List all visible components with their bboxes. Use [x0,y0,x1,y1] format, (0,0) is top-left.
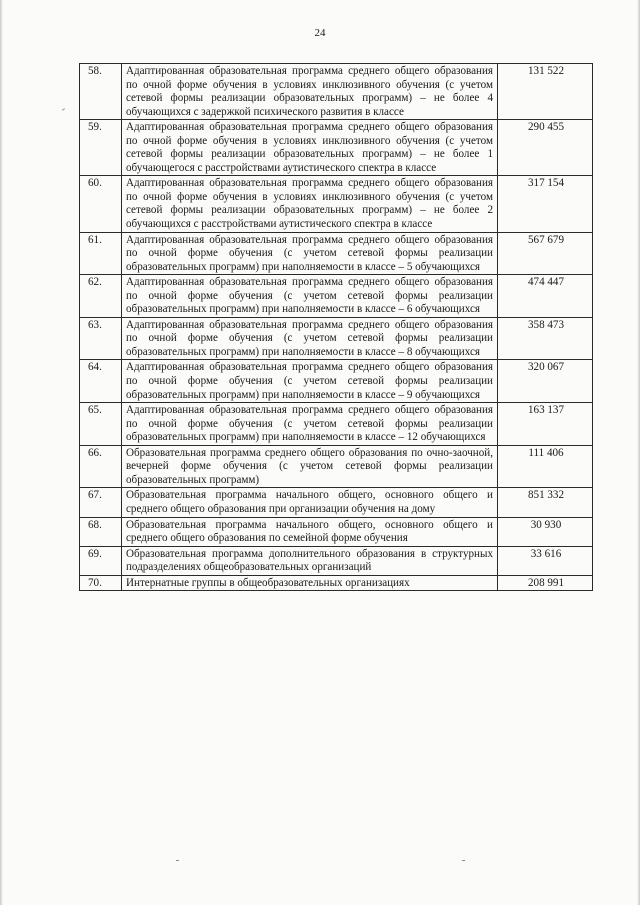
row-amount: 208 991 [498,575,593,591]
table-row [80,232,593,275]
scan-edge-left [0,0,3,905]
page-number: 24 [314,27,326,39]
row-number: 67. [80,488,122,517]
table-row [80,360,593,403]
row-description: Образовательная программа среднего общего образования по очно-заочной, вечерней форме обучения (с учетом сетевой формы реализации образовательных программ) [122,445,498,488]
row-description: Адаптированная образовательная программа среднего общего образования по очной форме обучения в условиях инклюзивного обучения (с учетом сетевой формы реализации образовательных программ) – не более 4 обучающихся с задержкой психического развития в классе [122,64,498,120]
table-row [80,317,593,360]
row-amount: 317 154 [498,176,593,232]
table-row [80,445,593,488]
row-number: 70. [80,575,122,591]
row-amount: 320 067 [498,360,593,403]
row-description: Адаптированная образовательная программа среднего общего образования по очной форме обучения (с учетом сетевой формы реализации образовательных программ) при наполняемости в классе – 6 обучающихся [122,275,498,318]
row-amount: 33 616 [498,546,593,575]
table-row [80,275,593,318]
row-number: 58. [80,64,122,120]
table-row [80,488,593,517]
row-description: Образовательная программа дополнительного образования в структурных подразделениях общеобразовательных организаций [122,546,498,575]
row-number: 61. [80,232,122,275]
row-amount: 474 447 [498,275,593,318]
row-amount: 111 406 [498,445,593,488]
row-description: Интернатные группы в общеобразовательных организациях [122,575,498,591]
row-amount: 163 137 [498,403,593,446]
row-description: Образовательная программа начального общего, основного общего и среднего общего образования при организации обучения на дому [122,488,498,517]
row-number: 60. [80,176,122,232]
table-row [80,64,593,120]
funding-table [79,63,593,591]
table-row [80,120,593,176]
scan-speck [62,108,65,111]
row-amount: 567 679 [498,232,593,275]
row-amount: 358 473 [498,317,593,360]
row-number: 62. [80,275,122,318]
row-number: 63. [80,317,122,360]
row-description: Образовательная программа начального общего, основного общего и среднего общего образования по семейной форме обучения [122,517,498,546]
row-number: 59. [80,120,122,176]
scan-speck [176,860,179,861]
table-row [80,403,593,446]
table-row [80,517,593,546]
table-row [80,176,593,232]
scan-speck [462,860,465,861]
row-number: 69. [80,546,122,575]
row-number: 68. [80,517,122,546]
table-row [80,575,593,591]
row-description: Адаптированная образовательная программа среднего общего образования по очной форме обучения в условиях инклюзивного обучения (с учетом сетевой формы реализации образовательных программ) – не более 1 обучающегося с расстройствами аутистического спектра в классе [122,120,498,176]
table-row [80,546,593,575]
row-amount: 30 930 [498,517,593,546]
row-number: 66. [80,445,122,488]
row-description: Адаптированная образовательная программа среднего общего образования по очной форме обучения (с учетом сетевой формы реализации образовательных программ) при наполняемости в классе – 9 обучающихся [122,360,498,403]
row-amount: 290 455 [498,120,593,176]
row-description: Адаптированная образовательная программа среднего общего образования по очной форме обучения в условиях инклюзивного обучения (с учетом сетевой формы реализации образовательных программ) – не более 2 обучающихся с расстройствами аутистического спектра в классе [122,176,498,232]
row-description: Адаптированная образовательная программа среднего общего образования по очной форме обучения (с учетом сетевой формы реализации образовательных программ) при наполняемости в классе – 12 обучающихся [122,403,498,446]
row-description: Адаптированная образовательная программа среднего общего образования по очной форме обучения (с учетом сетевой формы реализации образовательных программ) при наполняемости в классе – 5 обучающихся [122,232,498,275]
row-description: Адаптированная образовательная программа среднего общего образования по очной форме обучения (с учетом сетевой формы реализации образовательных программ) при наполняемости в классе – 8 обучающихся [122,317,498,360]
row-amount: 851 332 [498,488,593,517]
row-number: 64. [80,360,122,403]
row-number: 65. [80,403,122,446]
row-amount: 131 522 [498,64,593,120]
